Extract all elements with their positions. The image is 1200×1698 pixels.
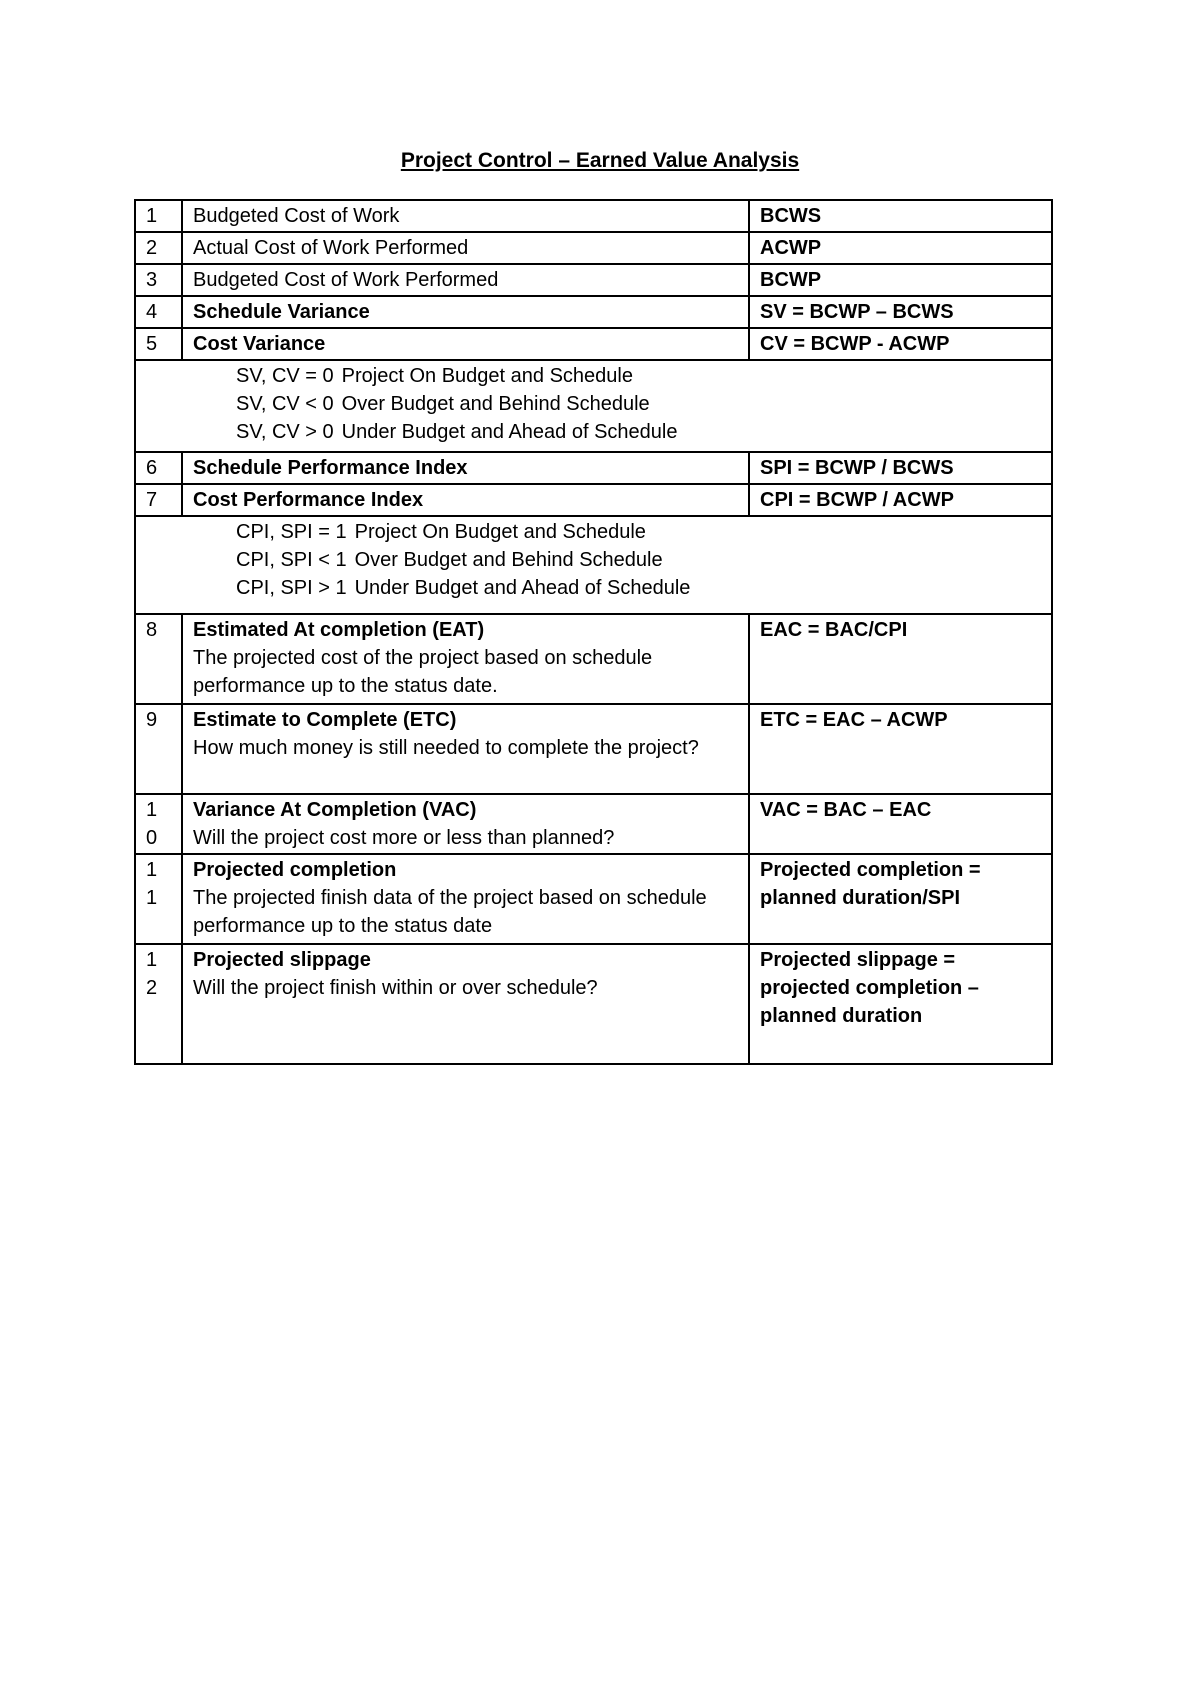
metric-name: Estimated At completion (EAT) (193, 619, 485, 641)
formula-text: BCWP (760, 269, 822, 291)
metric-cell (182, 200, 749, 232)
formula-cell (749, 704, 1052, 794)
formula-text: projected completion – (760, 977, 979, 999)
metric-name: Estimate to Complete (ETC) (193, 709, 457, 731)
metric-name: Actual Cost of Work Performed (193, 237, 469, 259)
metric-name: Variance At Completion (VAC) (193, 799, 477, 821)
formula-text: VAC = BAC – EAC (760, 799, 932, 821)
metric-name: Projected completion (193, 859, 397, 881)
row-number: 1 (135, 200, 182, 232)
formula-text: planned duration/SPI (760, 887, 961, 909)
metric-name: Schedule Variance (193, 301, 370, 323)
metric-cell (182, 232, 749, 264)
metric-cell (182, 484, 749, 516)
table-row (135, 794, 1052, 854)
earned-value-table (134, 199, 1053, 1065)
note-meaning: Over Budget and Behind Schedule (341, 393, 650, 415)
metric-cell (182, 704, 749, 794)
row-number: 4 (135, 296, 182, 328)
interpretation-note (135, 516, 1052, 614)
metric-description: Will the project finish within or over schedule? (193, 977, 598, 999)
formula-cell (749, 452, 1052, 484)
note-line (136, 546, 1051, 574)
row-number: 2 (135, 232, 182, 264)
row-number: 7 (135, 484, 182, 516)
note-condition: CPI, SPI < 1 (236, 549, 347, 571)
formula-text: SV = BCWP – BCWS (760, 301, 954, 323)
formula-cell (749, 296, 1052, 328)
formula-cell (749, 328, 1052, 360)
table-row (135, 264, 1052, 296)
table-row (135, 614, 1052, 704)
formula-cell (749, 232, 1052, 264)
row-number: 6 (135, 452, 182, 484)
formula-cell (749, 264, 1052, 296)
formula-text: EAC = BAC/CPI (760, 619, 908, 641)
metric-cell (182, 328, 749, 360)
formula-text: SPI = BCWP / BCWS (760, 457, 954, 479)
table-row (135, 200, 1052, 232)
note-line (136, 362, 1051, 390)
note-line (136, 418, 1051, 446)
note-condition: SV, CV > 0 (236, 421, 334, 443)
table-row (135, 296, 1052, 328)
metric-description: How much money is still needed to complete the project? (193, 737, 699, 759)
metric-name: Schedule Performance Index (193, 457, 468, 479)
metric-cell (182, 614, 749, 704)
note-line (136, 574, 1051, 602)
row-number: 3 (135, 264, 182, 296)
formula-text: ACWP (760, 237, 822, 259)
metric-name: Budgeted Cost of Work Performed (193, 269, 499, 291)
formula-cell (749, 854, 1052, 944)
note-row (135, 516, 1052, 614)
formula-cell (749, 200, 1052, 232)
table-row (135, 944, 1052, 1064)
note-condition: SV, CV < 0 (236, 393, 334, 415)
note-meaning: Project On Budget and Schedule (354, 521, 646, 543)
metric-cell (182, 296, 749, 328)
formula-text: CPI = BCWP / ACWP (760, 489, 954, 511)
formula-cell (749, 614, 1052, 704)
metric-name: Budgeted Cost of Work (193, 205, 400, 227)
metric-cell (182, 854, 749, 944)
row-number: 5 (135, 328, 182, 360)
formula-cell (749, 794, 1052, 854)
note-condition: CPI, SPI = 1 (236, 521, 347, 543)
metric-name: Cost Variance (193, 333, 326, 355)
formula-text: ETC = EAC – ACWP (760, 709, 948, 731)
metric-cell (182, 264, 749, 296)
note-meaning: Under Budget and Ahead of Schedule (341, 421, 678, 443)
metric-description: The projected finish data of the project based on schedule performance up to the status date (193, 887, 707, 937)
table-row (135, 854, 1052, 944)
metric-description: The projected cost of the project based on schedule performance up to the status date. (193, 647, 653, 697)
note-meaning: Under Budget and Ahead of Schedule (354, 577, 691, 599)
row-number: 1 1 (135, 854, 182, 944)
note-line (136, 390, 1051, 418)
formula-text: planned duration (760, 1005, 923, 1027)
metric-name: Projected slippage (193, 949, 371, 971)
note-condition: SV, CV = 0 (236, 365, 334, 387)
formula-cell (749, 944, 1052, 1064)
metric-cell (182, 452, 749, 484)
document-title: Project Control – Earned Value Analysis (400, 149, 800, 172)
table-row (135, 232, 1052, 264)
row-number: 1 0 (135, 794, 182, 854)
formula-cell (749, 484, 1052, 516)
metric-description: Will the project cost more or less than planned? (193, 827, 615, 849)
note-line (136, 518, 1051, 546)
row-number: 9 (135, 704, 182, 794)
metric-cell (182, 794, 749, 854)
formula-text: CV = BCWP - ACWP (760, 333, 950, 355)
formula-text: BCWS (760, 205, 822, 227)
row-number: 1 2 (135, 944, 182, 1064)
earned-value-table-body (135, 200, 1052, 1064)
formula-text: Projected slippage = (760, 949, 956, 971)
table-row (135, 328, 1052, 360)
note-meaning: Project On Budget and Schedule (341, 365, 633, 387)
row-number: 8 (135, 614, 182, 704)
metric-name: Cost Performance Index (193, 489, 424, 511)
note-condition: CPI, SPI > 1 (236, 577, 347, 599)
formula-text: Projected completion = (760, 859, 981, 881)
table-row (135, 704, 1052, 794)
metric-cell (182, 944, 749, 1064)
note-meaning: Over Budget and Behind Schedule (354, 549, 663, 571)
table-row (135, 484, 1052, 516)
table-row (135, 452, 1052, 484)
note-row (135, 360, 1052, 452)
interpretation-note (135, 360, 1052, 452)
